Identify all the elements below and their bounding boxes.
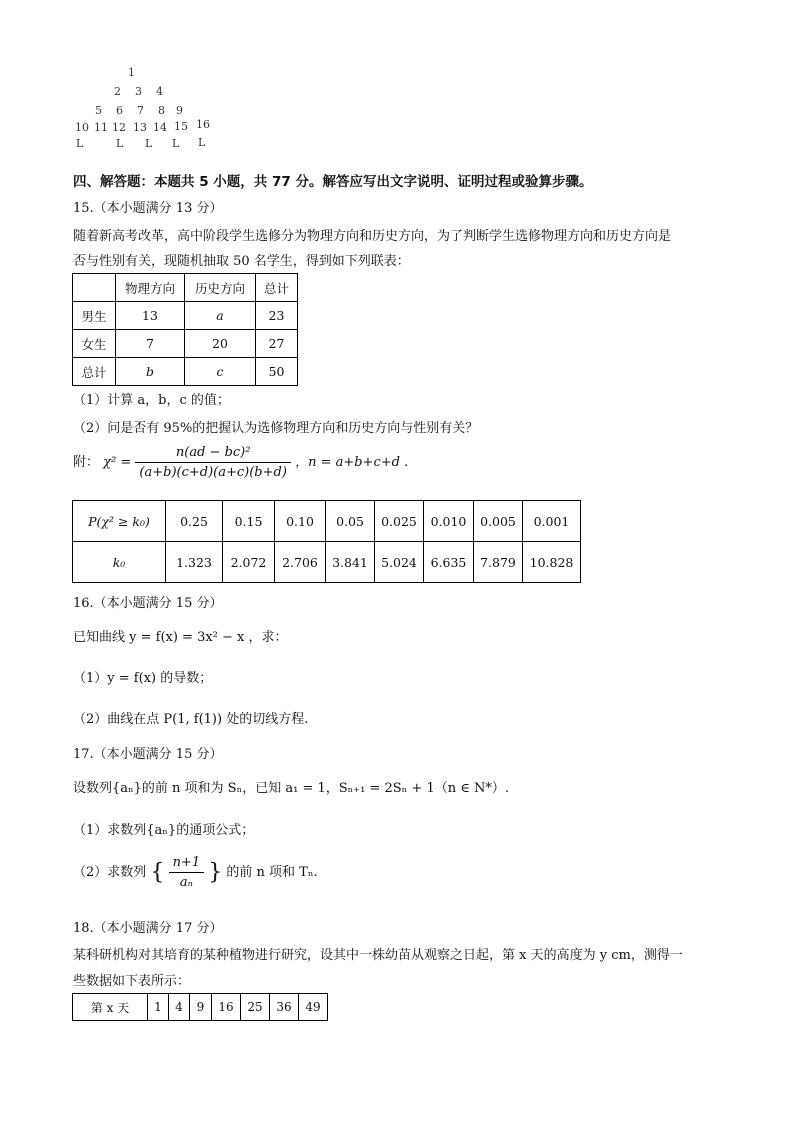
pyramid-num: 5 <box>95 104 102 117</box>
table-row-label: k₀ <box>73 542 166 583</box>
q17-denominator: aₙ <box>179 875 193 890</box>
pyramid-num: 4 <box>156 85 163 98</box>
q15-part1: （1）计算 a，b，c 的值； <box>73 393 230 408</box>
table-cell: 男生 <box>73 302 116 330</box>
table-header-cell: 历史方向 <box>185 274 256 302</box>
table-cell: 1.323 <box>166 542 223 583</box>
table-row <box>73 358 298 386</box>
q16-title: 16.（本小题满分 15 分） <box>73 596 223 611</box>
q17-title: 17.（本小题满分 15 分） <box>73 747 223 762</box>
table-cell <box>73 274 116 302</box>
formula-denominator: (a+b)(c+d)(a+c)(b+d) <box>139 465 287 480</box>
table-cell: 50 <box>256 358 298 386</box>
brace-open: { <box>150 860 165 885</box>
table-cell: 10.828 <box>523 542 581 583</box>
q15-intro-line2: 否与性别有关，现随机抽取 50 名学生，得到如下列联表： <box>73 254 410 269</box>
table-cell: 7 <box>116 330 185 358</box>
pyramid-num: 3 <box>135 85 142 98</box>
table-cell: 6.635 <box>424 542 474 583</box>
q17-part2-post: 的前 n 项和 Tₙ. <box>226 865 318 880</box>
q18-title: 18.（本小题满分 17 分） <box>73 921 223 936</box>
q18-intro-line2: 些数据如下表所示： <box>73 974 191 989</box>
formula-fraction <box>135 445 291 480</box>
table-cell: 49 <box>299 994 328 1021</box>
q16-part2: （2）曲线在点 P(1, f(1)) 处的切线方程. <box>73 712 309 727</box>
table-row <box>73 994 328 1021</box>
table-row <box>73 330 298 358</box>
table-cell: 0.10 <box>275 501 326 542</box>
table-cell: c <box>185 358 256 386</box>
q17-fraction <box>169 855 205 890</box>
table-cell: 0.001 <box>523 501 581 542</box>
table-cell: 女生 <box>73 330 116 358</box>
table-cell: 36 <box>270 994 299 1021</box>
table-row <box>73 302 298 330</box>
chi-square-formula <box>73 445 408 480</box>
brace-close: } <box>208 860 223 885</box>
table-cell: 5.024 <box>375 542 424 583</box>
table-cell: 25 <box>241 994 270 1021</box>
pyramid-ellipsis: L <box>172 137 180 150</box>
q16-part1: （1）y = f(x) 的导数； <box>73 671 213 686</box>
pyramid-num: 11 <box>94 121 108 134</box>
table-cell: 0.25 <box>166 501 223 542</box>
pyramid-num: 1 <box>128 66 135 79</box>
q16-stem: 已知曲线 y = f(x) = 3x² − x ，求： <box>73 630 288 645</box>
appendix-label: 附： <box>73 455 100 470</box>
q15-part2: （2）问是否有 95%的把握认为选修物理方向和历史方向与性别有关？ <box>73 421 479 436</box>
pyramid-num: 12 <box>112 121 126 134</box>
pyramid-num: 7 <box>137 104 144 117</box>
table-cell: 0.005 <box>474 501 523 542</box>
table-cell: 20 <box>185 330 256 358</box>
table-cell: 4 <box>169 994 190 1021</box>
pyramid-ellipsis: L <box>116 137 124 150</box>
table-cell: a <box>185 302 256 330</box>
q17-part2-pre: （2）求数列 <box>73 865 147 880</box>
contingency-table <box>72 273 298 386</box>
table-cell: 16 <box>212 994 241 1021</box>
pyramid-num: 2 <box>114 85 121 98</box>
pyramid-num: 10 <box>75 121 89 134</box>
table-cell: 1 <box>148 994 169 1021</box>
table-cell: 27 <box>256 330 298 358</box>
table-header-row <box>73 274 298 302</box>
table-cell: b <box>116 358 185 386</box>
q17-stem: 设数列{aₙ}的前 n 项和为 Sₙ，已知 a₁ = 1，Sₙ₊₁ = 2Sₙ + 1（n ∈ N*）. <box>73 781 509 796</box>
chi-square-critical-table <box>72 500 581 583</box>
table-cell: 2.072 <box>223 542 275 583</box>
table-row-label: 第 x 天 <box>73 994 148 1021</box>
q15-intro-line1: 随着新高考改革，高中阶段学生选修分为物理方向和历史方向，为了判断学生选修物理方向和历史方向是 <box>73 229 672 244</box>
table-header-cell: 物理方向 <box>116 274 185 302</box>
pyramid-ellipsis: L <box>76 137 84 150</box>
pyramid-num: 15 <box>174 120 188 133</box>
table-cell: 2.706 <box>275 542 326 583</box>
table-cell: 9 <box>190 994 212 1021</box>
q18-intro-line1: 某科研机构对其培育的某种植物进行研究，设其中一株幼苗从观察之日起，第 x 天的高度为 y cm，测得一 <box>73 948 683 963</box>
table-cell: 0.05 <box>326 501 375 542</box>
table-cell: 0.025 <box>375 501 424 542</box>
pyramid-num: 9 <box>176 104 183 117</box>
pyramid-ellipsis: L <box>198 136 206 149</box>
growth-table <box>72 993 328 1021</box>
q17-numerator: n+1 <box>169 855 205 873</box>
pyramid-num: 16 <box>196 118 210 131</box>
table-cell: 13 <box>116 302 185 330</box>
number-pyramid <box>70 64 220 154</box>
table-row <box>73 501 581 542</box>
formula-lhs: χ² = <box>103 455 132 470</box>
formula-tail: ，n = a+b+c+d . <box>295 455 409 470</box>
table-cell: 7.879 <box>474 542 523 583</box>
table-row <box>73 542 581 583</box>
q17-part2 <box>73 855 318 890</box>
table-header-cell: 总计 <box>256 274 298 302</box>
section-header: 四、解答题：本题共 5 小题，共 77 分。解答应写出文字说明、证明过程或验算步骤。 <box>73 174 593 190</box>
q17-part1: （1）求数列{aₙ}的通项公式； <box>73 823 255 838</box>
table-cell: 0.010 <box>424 501 474 542</box>
table-cell: 3.841 <box>326 542 375 583</box>
q15-title: 15.（本小题满分 13 分） <box>73 201 223 216</box>
pyramid-num: 8 <box>158 104 165 117</box>
pyramid-num: 14 <box>153 121 167 134</box>
table-cell: 总计 <box>73 358 116 386</box>
formula-numerator: n(ad − bc)² <box>135 445 291 463</box>
pyramid-num: 6 <box>116 104 123 117</box>
pyramid-ellipsis: L <box>145 137 153 150</box>
table-cell: 0.15 <box>223 501 275 542</box>
table-row-label: P(χ² ≥ k₀) <box>73 501 166 542</box>
pyramid-num: 13 <box>133 121 147 134</box>
table-cell: 23 <box>256 302 298 330</box>
